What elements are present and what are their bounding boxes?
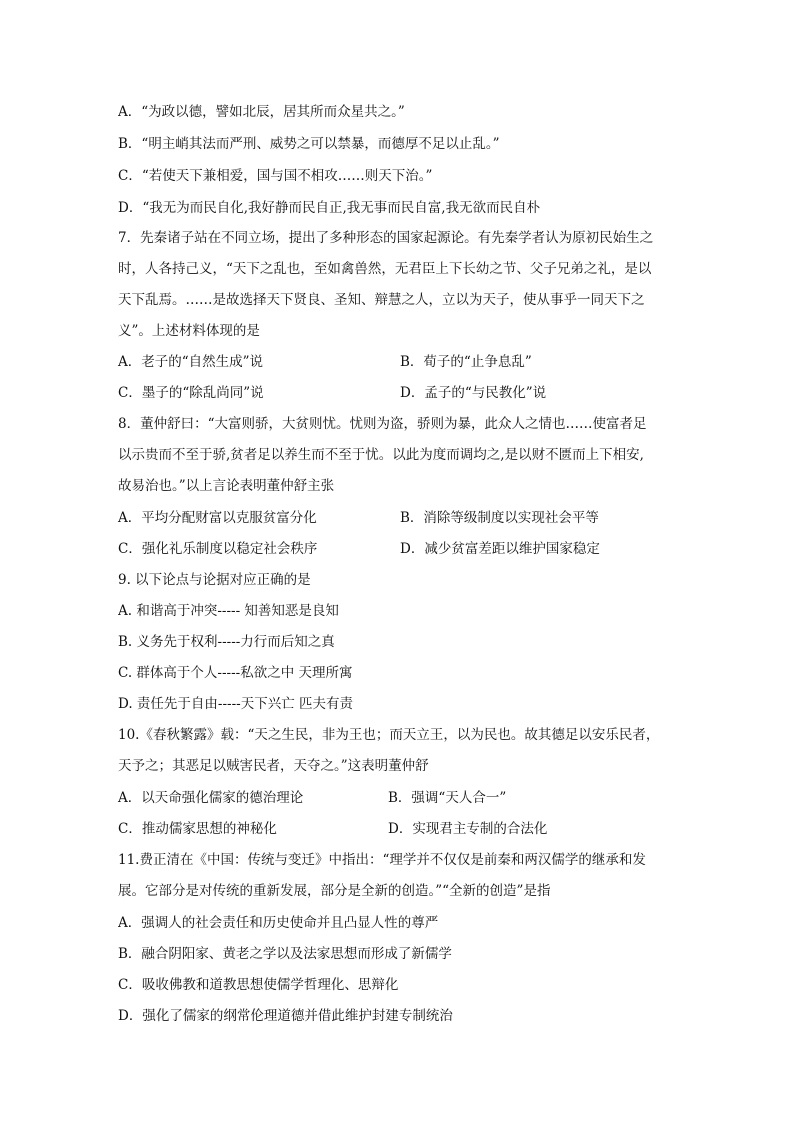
q7-stem-line: 7．先秦诸子站在不同立场，提出了多种形态的国家起源论。有先秦学者认为原初民始生之 [118,230,654,246]
q8-option-b: B．消除等级制度以实现社会平等 [400,510,599,526]
q11-option-c: C．吸收佛教和道教思想使儒学哲理化、思辩化 [118,977,399,993]
q7-stem-line: 义”。上述材料体现的是 [118,323,260,339]
q8-stem-line: 以示贵而不至于骄,贫者足以养生而不至于忧。以此为度而调均之,是以财不匮而上下相安, [118,447,644,463]
q11-stem-line: 11.费正清在《中国：传统与变迁》中指出：“理学并不仅仅是前秦和两汉儒学的继承和发 [118,852,646,868]
q9-option-c: C. 群体高于个人-----私欲之中 天理所寓 [118,665,353,681]
q10-option-b: B．强调“天人合一” [388,790,507,806]
q10-option-c: C．推动儒家思想的神秘化 [118,821,277,837]
q8-option-d: D．减少贫富差距以维护国家稳定 [400,541,600,557]
q7-option-a: A．老子的“自然生成”说 [118,354,264,370]
q6-option-b: B．“明主峭其法而严刑、威势之可以禁暴，而德厚不足以止乱。” [118,136,500,152]
q10-stem-line: 10.《春秋繁露》载：“天之生民，非为王也；而天立王，以为民也。故其德足以安乐民者， [118,727,660,743]
q7-stem-line: 天下乱焉。……是故选择天下贤良、圣知、辩慧之人，立以为天子，使从事乎一同天下之 [118,292,645,308]
q6-option-a: A．“为政以德，譬如北辰，居其所而众星共之。” [118,104,405,120]
q8-stem-line: 8．董仲舒曰：“大富则骄，大贫则忧。忧则为盗，骄则为暴，此众人之情也……使富者足 [118,416,647,432]
q6-option-c: C．“若使天下兼相爱，国与国不相攻……则天下治。” [118,168,433,184]
q9-stem: 9. 以下论点与论据对应正确的是 [118,572,311,588]
q10-option-a: A．以天命强化儒家的德治理论 [118,790,304,806]
q9-option-b: B. 义务先于权利-----力行而后知之真 [118,634,335,650]
q10-option-d: D．实现君主专制的合法化 [388,821,548,837]
q10-stem-line: 天予之；其恶足以贼害民者，天夺之。”这表明董仲舒 [118,758,429,774]
q8-option-a: A．平均分配财富以克服贫富分化 [118,510,317,526]
q7-option-b: B．荀子的“止争息乱” [400,354,532,370]
q11-option-b: B．融合阴阳家、黄老之学以及法家思想而形成了新儒学 [118,946,452,962]
q7-option-c: C．墨子的“除乱尚同”说 [118,385,264,401]
q11-stem-line: 展。它部分是对传统的重新发展，部分是全新的创造。”“全新的创造”是指 [118,883,551,899]
q6-option-d: D．“我无为而民自化,我好静而民自正,我无事而民自富,我无欲而民自朴 [118,200,541,216]
q7-option-d: D．孟子的“与民教化”说 [400,385,547,401]
q11-option-a: A．强调人的社会责任和历史使命并且凸显人性的尊严 [118,915,439,931]
q9-option-d: D. 责任先于自由-----天下兴亡 匹夫有责 [118,696,354,712]
q9-option-a: A. 和谐高于冲突----- 知善知恶是良知 [118,603,339,619]
q7-stem-line: 时，人各持己义，“天下之乱也，至如禽兽然，无君臣上下长幼之节、父子兄弟之礼，是以 [118,261,652,277]
q8-option-c: C．强化礼乐制度以稳定社会秩序 [118,541,318,557]
q8-stem-line: 故易治也。”以上言论表明董仲舒主张 [118,478,335,494]
q11-option-d: D．强化了儒家的纲常伦理道德并借此维护封建专制统治 [118,1008,453,1024]
